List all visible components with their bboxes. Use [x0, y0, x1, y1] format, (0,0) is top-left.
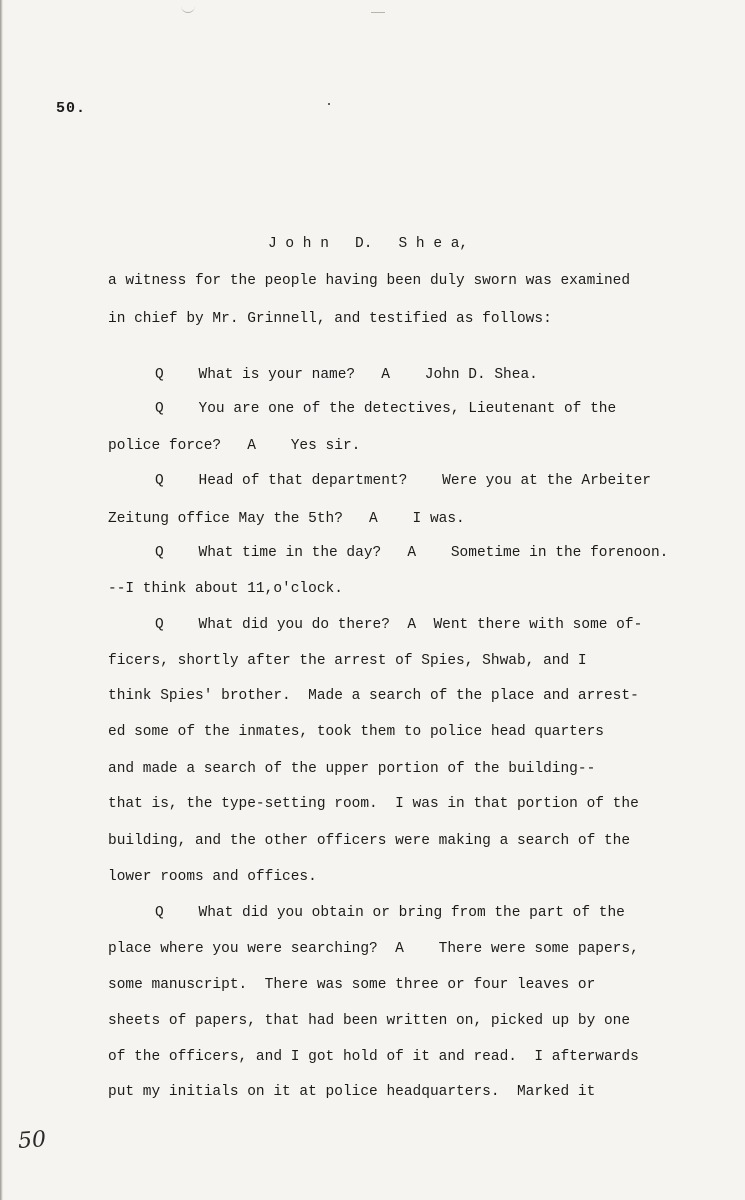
text-line: Zeitung office May the 5th? A I was.: [108, 511, 465, 527]
text-line: Q What did you do there? A Went there with some of-: [155, 617, 643, 633]
text-line: that is, the type-setting room. I was in that portion of the: [108, 796, 639, 812]
punch-hole-mark: [371, 4, 385, 13]
text-line: Q You are one of the detectives, Lieutenant of the: [155, 401, 617, 417]
witness-heading: J o h n D. S h e a,: [268, 236, 469, 252]
text-line: think Spies' brother. Made a search of the place and arrest-: [108, 688, 639, 704]
text-line: police force? A Yes sir.: [108, 438, 361, 454]
text-line: building, and the other officers were making a search of the: [108, 833, 631, 849]
text-line: ed some of the inmates, took them to police head quarters: [108, 724, 604, 740]
handwritten-margin-note: 50: [17, 1127, 47, 1154]
page-number: 50.: [56, 100, 87, 117]
text-line: Q What time in the day? A Sometime in the forenoon.: [155, 545, 669, 561]
text-line: place where you were searching? A There were some papers,: [108, 941, 639, 957]
text-line: Q What is your name? A John D. Shea.: [155, 367, 538, 383]
ink-speck: [328, 103, 330, 105]
text-line: and made a search of the upper portion of the building--: [108, 761, 596, 777]
text-line: lower rooms and offices.: [108, 869, 317, 885]
text-line: a witness for the people having been duly sworn was examined: [108, 273, 631, 289]
text-line: some manuscript. There was some three or four leaves or: [108, 977, 596, 993]
scan-edge-shadow: [0, 0, 3, 1200]
text-line: sheets of papers, that had been written on, picked up by one: [108, 1013, 631, 1029]
text-line: --I think about 11,o'clock.: [108, 581, 343, 597]
text-line: Q What did you obtain or bring from the part of the: [155, 905, 625, 921]
punch-hole-mark: [181, 4, 195, 13]
text-line: ficers, shortly after the arrest of Spies, Shwab, and I: [108, 653, 587, 669]
text-line: Q Head of that department? Were you at the Arbeiter: [155, 473, 651, 489]
text-line: of the officers, and I got hold of it and read. I afterwards: [108, 1049, 639, 1065]
text-line: in chief by Mr. Grinnell, and testified as follows:: [108, 311, 552, 327]
text-line: put my initials on it at police headquarters. Marked it: [108, 1084, 596, 1100]
